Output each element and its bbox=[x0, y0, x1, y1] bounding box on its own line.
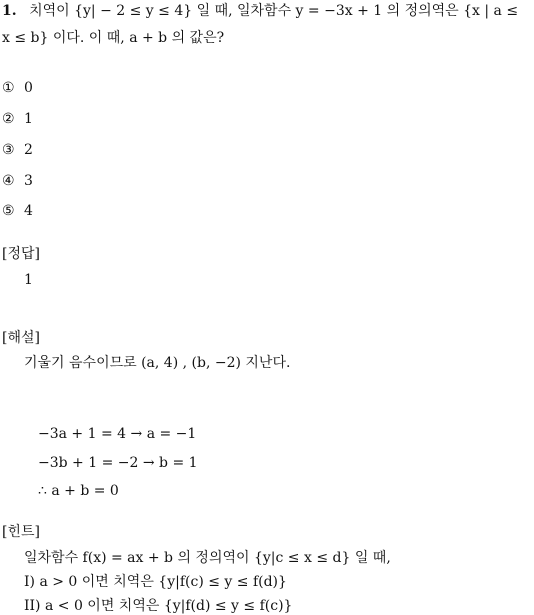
choice-2[interactable] bbox=[2, 110, 33, 128]
hint-line-1: 일차함수 f(x) = ax + b 의 정의역이 {y|c ≤ x ≤ d} 일 때, bbox=[24, 550, 391, 566]
choice-4[interactable] bbox=[2, 172, 33, 190]
choice-1[interactable] bbox=[2, 79, 33, 97]
choice-value: 3 bbox=[24, 173, 33, 189]
choice-marker: ② bbox=[2, 111, 15, 127]
explanation-step-3: ∴ a + b = 0 bbox=[38, 483, 119, 499]
explanation-step-2: −3b + 1 = −2 → b = 1 bbox=[38, 455, 198, 471]
question-line-2: x ≤ b} 이다. 이 때, a + b 의 값은? bbox=[2, 30, 225, 46]
answer-label: [정답] bbox=[2, 246, 40, 262]
question-text-1: 치역이 {y| − 2 ≤ y ≤ 4} 일 때, 일차함수 y = −3x + 1 의 정의역은 {x | a ≤ bbox=[29, 3, 519, 19]
explanation-label: [해설] bbox=[2, 330, 40, 346]
choice-marker: ⑤ bbox=[2, 203, 15, 219]
hint-label: [힌트] bbox=[2, 524, 40, 540]
explanation-step-1: −3a + 1 = 4 → a = −1 bbox=[38, 426, 197, 442]
choice-value: 4 bbox=[24, 203, 33, 219]
question-line-1 bbox=[2, 2, 518, 20]
choice-value: 0 bbox=[24, 80, 33, 96]
choice-5[interactable] bbox=[2, 202, 33, 220]
choice-value: 2 bbox=[24, 142, 33, 158]
explanation-text: 기울기 음수이므로 (a, 4) , (b, −2) 지난다. bbox=[24, 355, 291, 371]
choice-marker: ④ bbox=[2, 173, 15, 189]
hint-line-3: II) a < 0 이면 치역은 {y|f(d) ≤ y ≤ f(c)} bbox=[24, 598, 293, 614]
choice-marker: ① bbox=[2, 80, 15, 96]
choice-value: 1 bbox=[24, 111, 33, 127]
answer-value: 1 bbox=[24, 272, 33, 288]
choice-3[interactable] bbox=[2, 141, 33, 159]
question-number: 1. bbox=[2, 3, 17, 19]
choice-marker: ③ bbox=[2, 142, 15, 158]
hint-line-2: I) a > 0 이면 치역은 {y|f(c) ≤ y ≤ f(d)} bbox=[24, 574, 287, 590]
